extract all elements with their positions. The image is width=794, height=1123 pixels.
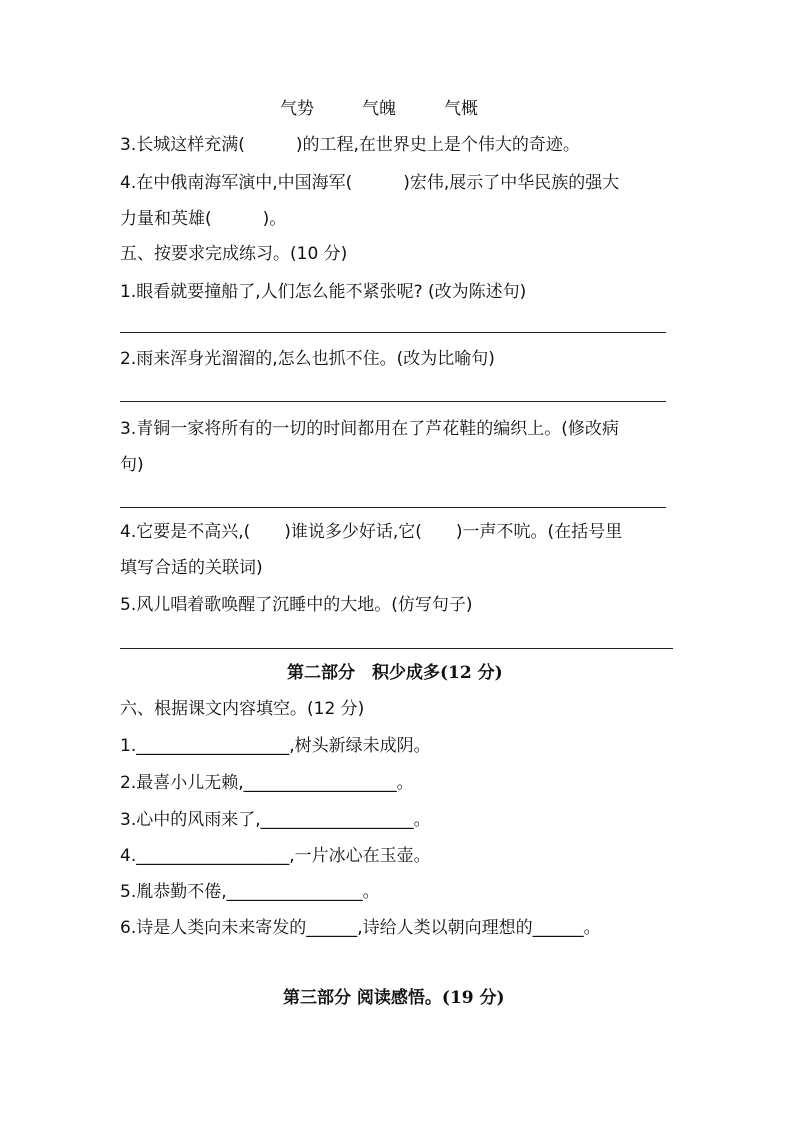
question-3-text: 3.长城这样充满( )的工程,在世界史上是个伟大的奇迹。 [120, 135, 580, 155]
section-6-heading: 六、根据课文内容填空。(12 分) [120, 699, 365, 719]
answer-line[interactable] [120, 507, 666, 508]
question-4-text-line1: 4.在中俄南海军演中,中国海军( )宏伟,展示了中华民族的强大 [120, 173, 620, 193]
section-5-heading: 五、按要求完成练习。(10 分) [120, 244, 348, 264]
word-choice: 气魄 [362, 99, 396, 119]
section-5-question-4-line1: 4.它要是不高兴,( )谁说多少好话,它( )一声不吭。(在括号里 [120, 522, 623, 542]
section-5-question-2: 2.雨来浑身光溜溜的,怎么也抓不住。(改为比喻句) [120, 349, 495, 369]
part-3-title: 第三部分 阅读感悟。(19 分) [283, 988, 505, 1008]
section-5-question-3-line2: 句) [120, 455, 144, 475]
section-5-question-5: 5.风儿唱着歌唤醒了沉睡中的大地。(仿写句子) [120, 595, 473, 615]
fill-blank-item: 4.__________________,一片冰心在玉壶。 [120, 846, 431, 866]
section-5-question-3-line1: 3.青铜一家将所有的一切的时间都用在了芦花鞋的编织上。(修改病 [120, 419, 619, 439]
fill-blank-item: 3.心中的风雨来了,__________________。 [120, 810, 431, 830]
fill-blank-item: 6.诗是人类向未来寄发的______,诗给人类以朝向理想的______。 [120, 918, 601, 938]
question-4-text-line2: 力量和英雄( )。 [120, 209, 287, 229]
word-choices-row [280, 98, 478, 120]
word-choice: 气概 [444, 99, 478, 119]
fill-blank-item: 2.最喜小儿无赖,__________________。 [120, 773, 414, 793]
word-choice: 气势 [280, 99, 314, 119]
section-5-question-1: 1.眼看就要撞船了,人们怎么能不紧张呢? (改为陈述句) [120, 282, 527, 302]
section-5-question-4-line2: 填写合适的关联词) [120, 558, 263, 578]
part-2-title: 第二部分 积少成多(12 分) [287, 663, 503, 683]
answer-line[interactable] [120, 332, 666, 333]
fill-blank-item: 1.__________________,树头新绿未成阴。 [120, 736, 431, 756]
fill-blank-item: 5.胤恭勤不倦,________________。 [120, 882, 380, 902]
answer-line[interactable] [120, 648, 673, 649]
answer-line[interactable] [120, 401, 666, 402]
